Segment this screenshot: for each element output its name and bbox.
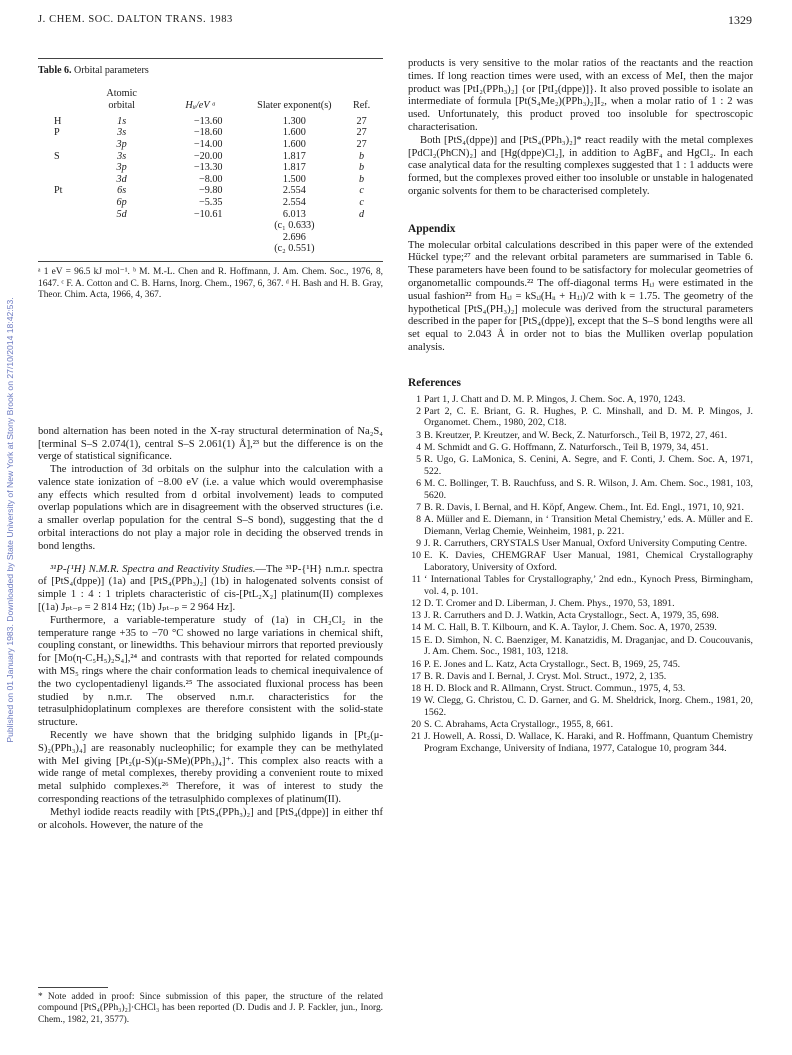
reference-text: P. E. Jones and L. Katz, Acta Crystallogr., Sect. B, 1969, 25, 745. [424, 658, 681, 670]
cell-ref: b [359, 173, 365, 185]
reference-item [408, 622, 753, 634]
cell-h-value: −20.00 [193, 150, 223, 162]
reference-text: E. D. Simhon, N. C. Baenziger, M. Kanatzidis, M. Draganjac, and D. Coucouvanis, J. Am. Chem. Soc., 1981, 103, 1218. [424, 634, 753, 658]
reference-item [408, 538, 753, 550]
reference-number: 14 [411, 622, 421, 634]
table-footnote: ᵃ 1 eV = 96.5 kJ mol⁻¹. ᵇ M. M.-L. Chen and R. Hoffmann, J. Am. Chem. Soc., 1976, 8, 1647. ᶜ F. A. Cotton and C. B. Harns, Inorg. Chem., 1967, 6, 367. ᵈ H. Bash and H. B. Gray, Theor. Chim. Acta, 1966, 4, 367. [38, 266, 383, 301]
table-row [38, 232, 383, 244]
table-bottom-rule [38, 261, 383, 262]
section-heading-appendix: Appendix [408, 222, 456, 235]
journal-title: J. CHEM. SOC. DALTON TRANS. 1983 [38, 14, 233, 25]
reference-item [408, 695, 753, 718]
paragraph-bridging-sulphido: Recently we have shown that the bridging sulphido ligands in [Pt₂(μ-S)₂(PPh₃)₄] are reasonably nucleophilic; for example they can be methylated with MeI giving [Pt₂(μ-S)(μ-SMe)(PPh₃)₄]⁺. This complex also reacts with a wide range of metal complexes, thereby providing a convenient route to mixed metal sulphido complexes.²⁶ Therefore, it was of interest to study the corresponding reactions of the tetrasulphido complexes of platinum(II). [38, 730, 383, 806]
cell-exponent: 1.500 [282, 173, 306, 185]
reference-text: J. R. Carruthers, CRYSTALS User Manual, Oxford University Computing Centre. [424, 537, 748, 549]
cell-exponent: 1.817 [282, 162, 306, 174]
reference-text: W. Clegg, G. Christou, C. D. Garner, and G. M. Sheldrick, Inorg. Chem., 1981, 20, 1562. [424, 695, 753, 718]
cell-ref: 27 [356, 138, 367, 150]
reference-item [408, 731, 753, 754]
reference-item [408, 442, 753, 454]
reference-number: 6 [416, 477, 421, 489]
reference-item [408, 406, 753, 429]
cell-ref: b [359, 150, 365, 162]
cell-ref [340, 220, 383, 232]
cell-orbital: 3p [116, 162, 127, 174]
cell-element [38, 162, 90, 174]
reference-item [408, 514, 753, 537]
reference-text: B. R. Davis and I. Bernal, J. Cryst. Mol. Struct., 1972, 2, 135. [424, 670, 667, 682]
table-body [38, 116, 383, 255]
reference-number: 10 [411, 550, 421, 562]
cell-ref: b [359, 162, 365, 174]
cell-element [38, 209, 90, 221]
paragraph-nmr [38, 564, 383, 615]
reference-number: 17 [411, 670, 421, 682]
cell-element: S [54, 150, 60, 162]
reference-item [408, 598, 753, 610]
reference-text: M. Schmidt and G. G. Hoffmann, Z. Naturforsch., Teil B, 1979, 34, 451. [424, 441, 709, 453]
cell-exponent: 2.696 [282, 231, 306, 243]
reference-number: 3 [416, 429, 421, 441]
reference-text: D. T. Cromer and D. Liberman, J. Chem. Phys., 1970, 53, 1891. [424, 597, 675, 609]
col-header-element [38, 88, 90, 116]
paragraph-metal-complexes: Both [PtS₄(dppe)] and [PtS₄(PPh₃)₂]* react readily with the metal complexes [PdCl₂(PhCN)₂] and [Hg(dppe)Cl₂], in addition to AgBF₄ and HgCl₂. In each case analytical data for the resulting complexes suggested that 1 : 1 adducts were formed, but the complexes proved either too insoluble or unstable in halogenated organic solvents for them to be characterised completely. [408, 134, 753, 197]
cell-exponent: 1.600 [282, 138, 306, 150]
reference-number: 19 [411, 695, 421, 707]
reference-number: 15 [411, 634, 421, 646]
table-row [38, 209, 383, 221]
footnote-text: * Note added in proof: Since submission of this paper, the structure of the related compound [PtS₄(PPh₃)₂]·CHCl₃ has been reported (D. Dudis and J. P. Fackler, jun., Inorg. Chem., 1982, 21, 3577). [38, 992, 383, 1025]
cell-exponent: 2.554 [282, 196, 306, 208]
paragraph-variable-temperature: Furthermore, a variable-temperature study of (1a) in CH₂Cl₂ in the temperature range +35 to −70 °C showed no large variations in chemical shift, coupling constant, or linewidths. This behaviour mirrors that reported previously for [Mo(η-C₅H₅)₂S₄],²⁴ and contrasts with that reported for related compounds with MS₅ rings where the chair conformation leads to chemical inequivalence of the two cyclopentadienyl ligands.²⁵ The associated fluxional process has been studied by n.m.r. The observed n.m.r. characteristics for the tetrasulphidoplatinum complexes are therefore consistent with the solid-state structure. [38, 614, 383, 729]
reference-text: J. R. Carruthers and D. J. Watkin, Acta Crystallogr., Sect. A, 1979, 35, 698. [424, 610, 719, 622]
reference-item [408, 719, 753, 731]
table-row [38, 243, 383, 255]
col-header-ref: Ref. [352, 99, 371, 111]
reference-number: 8 [416, 514, 421, 526]
paragraph-products: products is very sensitive to the molar ratios of the reactants and the reaction times. If long reaction times were used, with an excess of MeI, then the major product was [PtI₂(PPh₃)₂] {or [PtI₂(dppe)]}. It also proved possible to isolate an intermediate of formula [Pt(S₄Me₂)(PPh₃)₂]I₂, when a molar ratio of 1 : 2 was used. Unfortunately, this product proved too insoluble for spectroscopic characterisation. [408, 58, 753, 133]
cell-exponent: 2.554 [282, 185, 306, 197]
cell-exponent: (c₁ 0.633) [274, 220, 315, 232]
col-header-exponent: Slater exponent(s) [257, 99, 332, 111]
cell-element [38, 220, 90, 232]
cell-exponent: 1.300 [282, 115, 306, 127]
reference-text: B. Kreutzer, P. Kreutzer, and W. Beck, Z. Naturforsch., Teil B, 1972, 27, 461. [424, 429, 728, 441]
reference-number: 18 [411, 682, 421, 694]
reference-item [408, 574, 753, 597]
table-header-row [38, 88, 383, 116]
reference-text: E. K. Davies, CHEMGRAF User Manual, 1981, Chemical Crystallography Laboratory, University of Oxford. [424, 550, 753, 573]
cell-orbital: 5d [116, 208, 127, 220]
table-row [38, 139, 383, 151]
paragraph-3d-orbitals: The introduction of 3d orbitals on the sulphur into the calculation with a valence state ionization of −8.00 eV (i.e. a value which would overemphasise any effects which resulted from d orbital involvement) leads to computed overlap populations which are in disagreement with the observed structures (i.e. a smaller overlap population for the central S–S bond), suggesting that the d orbital interactions do not play a major role in deciding the observed trends in bond lengths. [38, 464, 383, 552]
cell-element [38, 174, 90, 186]
reference-number: 1 [416, 393, 421, 405]
cell-element: P [54, 127, 60, 139]
cell-ref: c [359, 196, 364, 208]
table-top-rule [38, 58, 383, 59]
cell-ref: c [359, 185, 364, 197]
running-header [38, 14, 752, 30]
cell-element [38, 197, 90, 209]
footnote-rule [38, 987, 108, 988]
cell-orbital [90, 243, 152, 255]
reference-number: 7 [416, 501, 421, 513]
cell-ref [340, 232, 383, 244]
table-caption [38, 65, 383, 78]
cell-ref [340, 243, 383, 255]
reference-number: 2 [416, 405, 421, 417]
left-column [38, 58, 383, 832]
page-footnote [38, 987, 383, 1026]
cell-element [38, 243, 90, 255]
table-row [38, 151, 383, 163]
cell-ref: 27 [356, 127, 367, 139]
reference-item [408, 430, 753, 442]
paragraph-bond-alternation: bond alternation has been noted in the X-ray structural determination of Na₂S₄ [terminal S–S 2.074(1), central S–S 2.061(1) Å],²³ but the difference is on the verge of statistical significance. [38, 425, 383, 463]
reference-text: H. D. Block and R. Allmann, Cryst. Struct. Commun., 1975, 4, 53. [424, 682, 686, 694]
reference-number: 9 [416, 537, 421, 549]
reference-item [408, 394, 753, 406]
reference-list [408, 394, 753, 755]
spacer [408, 199, 753, 223]
table-row [38, 116, 383, 128]
paragraph-methyl-iodide: Methyl iodide reacts readily with [PtS₄(PPh₃)₂] and [PtS₄(dppe)] in either thf or alcohols. However, the nature of the [38, 806, 383, 831]
table-caption-text: Orbital parameters [71, 65, 149, 76]
cell-orbital: 1s [117, 115, 127, 127]
col-header-orbital: Atomic orbital [106, 87, 137, 111]
reference-number: 11 [411, 574, 421, 586]
orbital-parameters-table [38, 88, 383, 255]
cell-orbital: 3s [117, 150, 127, 162]
spacer [408, 355, 753, 377]
download-watermark-text[interactable]: Published on 01 January 1983. Downloaded by State University of New York at Stony Brook on 27/10/2014 18:42:53. [5, 297, 15, 743]
reference-text: ‘ International Tables for Crystallography,’ 2nd edn., Kynoch Press, Birmingham, vol. 4, p. 101. [424, 574, 753, 597]
cell-h-value: −13.30 [193, 162, 223, 174]
table-row [38, 174, 383, 186]
spacer [38, 554, 383, 564]
reference-number: 13 [411, 610, 421, 622]
cell-orbital: 6s [117, 185, 127, 197]
reference-text: B. R. Davis, I. Bernal, and H. Köpf, Angew. Chem., Int. Ed. Engl., 1971, 10, 921. [424, 501, 744, 513]
cell-h-value [153, 232, 249, 244]
download-watermark [3, 70, 17, 970]
cell-h-value: −18.60 [193, 127, 223, 139]
spacer [38, 302, 383, 426]
page-number: 1329 [728, 13, 752, 27]
reference-text: J. Howell, A. Rossi, D. Wallace, K. Haraki, and R. Hoffmann, Quantum Chemistry Program Exchange, University of Indiana, 1977, Catalogue 10, program 344. [424, 731, 753, 754]
reference-text: Part 1, J. Chatt and D. M. P. Mingos, J. Chem. Soc. A, 1970, 1243. [424, 393, 686, 405]
table-row [38, 185, 383, 197]
reference-item [408, 635, 753, 658]
col-header-h: Hᵢᵢ/eV ᵃ [185, 99, 216, 111]
reference-item [408, 550, 753, 573]
reference-number: 4 [416, 441, 421, 453]
reference-text: S. C. Abrahams, Acta Crystallogr., 1955, 8, 661. [424, 719, 614, 731]
reference-number: 16 [411, 658, 421, 670]
reference-text: R. Ugo, G. LaMonica, S. Cenini, A. Segre, and F. Conti, J. Chem. Soc. A, 1971, 522. [424, 454, 753, 477]
table-label: Table 6. [38, 65, 72, 76]
table-row [38, 127, 383, 139]
cell-orbital [90, 232, 152, 244]
reference-item [408, 671, 753, 683]
cell-h-value: −13.60 [193, 115, 223, 127]
cell-orbital: 3p [116, 138, 127, 150]
reference-text: M. C. Hall, B. T. Kilbourn, and K. A. Taylor, J. Chem. Soc. A, 1970, 2539. [424, 622, 717, 634]
reference-item [408, 610, 753, 622]
reference-number: 21 [411, 731, 421, 743]
cell-exponent: 1.817 [282, 150, 306, 162]
reference-text: Part 2, C. E. Briant, G. R. Hughes, P. C. Minshall, and D. M. P. Mingos, J. Organomet. Chem., 1980, 202, C18. [424, 405, 753, 429]
reference-item [408, 502, 753, 514]
table-row [38, 220, 383, 232]
table-row [38, 197, 383, 209]
reference-text: M. C. Bollinger, T. B. Rauchfuss, and S. R. Wilson, J. Am. Chem. Soc., 1981, 103, 5620. [424, 477, 753, 501]
cell-h-value [153, 243, 249, 255]
cell-element: H [54, 115, 62, 127]
reference-number: 20 [411, 719, 421, 731]
cell-orbital: 3d [116, 173, 127, 185]
reference-item [408, 454, 753, 477]
cell-element: Pt [54, 185, 63, 197]
cell-h-value: −5.35 [198, 196, 223, 208]
cell-orbital [90, 220, 152, 232]
reference-number: 12 [411, 597, 421, 609]
right-column [408, 58, 753, 755]
cell-h-value [153, 220, 249, 232]
table-row [38, 162, 383, 174]
cell-element [38, 139, 90, 151]
reference-item [408, 683, 753, 695]
reference-item [408, 478, 753, 501]
paragraph-appendix: The molecular orbital calculations described in this paper were of the extended Hückel type;²⁷ and the relevant orbital parameters are summarised in Table 6. These parameters have been found to be satisfactory for molecular geometries of organometallic compounds.²² The off-diagonal terms Hᵢⱼ were estimated in the usual fashion²² from Hᵢⱼ = kSᵢⱼ(Hᵢᵢ + Hⱼⱼ)/2 with k = 1.75. The geometry of the hypothetical [PtS₄(PH₃)₂] molecule was derived from the structural parameters described in the paper for [PtS₄(dppe)], except that the S–S bond lengths were all set equal to 2.043 Å in order not to bias the Mulliken overlap population analysis. [408, 239, 753, 353]
cell-h-value: −9.80 [198, 185, 223, 197]
cell-exponent: 1.600 [282, 127, 306, 139]
reference-number: 5 [416, 454, 421, 466]
cell-h-value: −10.61 [193, 208, 223, 220]
cell-exponent: 6.013 [282, 208, 306, 220]
section-heading-references: References [408, 376, 461, 389]
cell-h-value: −14.00 [193, 138, 223, 150]
cell-orbital: 6p [116, 196, 127, 208]
cell-orbital: 3s [117, 127, 127, 139]
cell-h-value: −8.00 [198, 173, 223, 185]
cell-element [38, 232, 90, 244]
cell-ref: d [359, 208, 365, 220]
reference-text: A. Müller and E. Diemann, in ‘ Transition Metal Chemistry,’ eds. A. Müller and E. Diemann, Verlag Chemie, Weinheim, 1981, p. 221. [424, 514, 753, 537]
cell-ref: 27 [356, 115, 367, 127]
reference-item [408, 659, 753, 671]
cell-exponent: (c₂ 0.551) [274, 243, 315, 255]
paragraph-nmr-text: —The ³¹P-{¹H} n.m.r. spectra of [PtS₄(dppe)] (1a) and [PtS₄(PPh₃)₂] (1b) in halogenated solvents consist of simple 1 : 4 : 1 triplets characteristic of cis-[PtL₂X₂] platinum(II) complexes [(1a) Jₚₜ₋ₚ = 2 814 Hz; (1b) Jₚₜ₋ₚ = 2 964 Hz]. [38, 563, 383, 614]
section-heading-nmr: ³¹P-{¹H} N.M.R. Spectra and Reactivity Studies. [50, 563, 256, 575]
